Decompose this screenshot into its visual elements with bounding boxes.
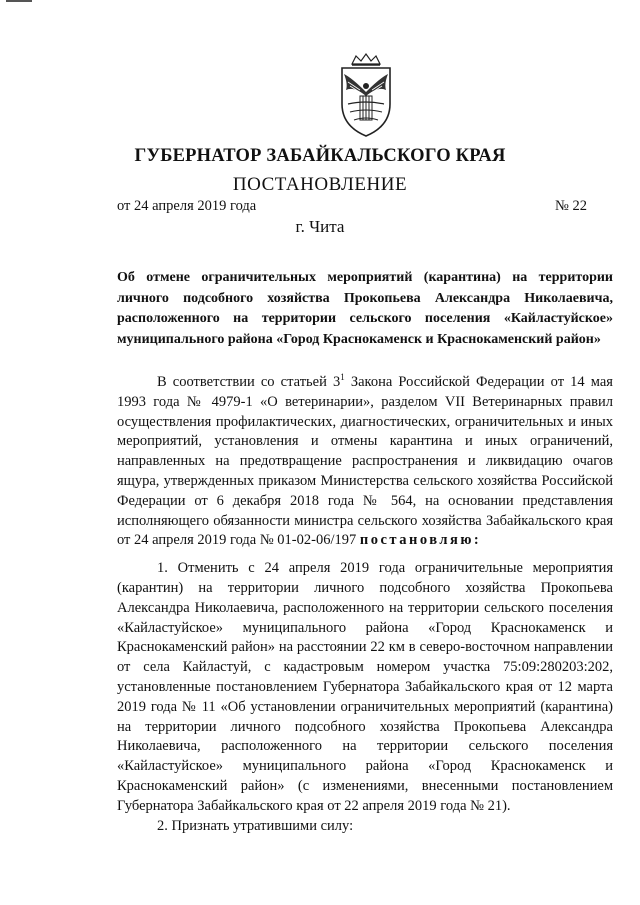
scan-mark	[6, 0, 32, 2]
decree-word: постановляю:	[359, 532, 482, 549]
preamble-start: В соответствии со статьей 3	[157, 374, 341, 390]
coat-of-arms-emblem	[330, 52, 402, 138]
document-body	[117, 373, 613, 836]
document-number: № 22	[555, 198, 587, 214]
list-item: 2. Признать утратившими силу:	[157, 817, 354, 834]
document-date: от 24 апреля 2019 года	[117, 198, 257, 214]
issuing-authority: ГУБЕРНАТОР ЗАБАЙКАЛЬСКОГО КРАЯ	[134, 146, 506, 166]
preamble-superscript: 1	[340, 372, 345, 383]
document-type: ПОСТАНОВЛЕНИЕ	[232, 174, 408, 195]
preamble-text: Закона Российской Федерации от 14 мая 1993 года № 4979-1 «О ветеринарии», разделом VII Ветеринарных правил осуществления профилактических, диагностических, ограничительных и иных мероприятий, установления и отмены карантина и иных ограничений, направленных на предотвращение распространения и ликвидацию очагов ящура, утвержденных приказом Министерства сельского хозяйства Российской Федерации от 6 декабря 2018 года № 564, на основании представления исполняющего обязанности министра сельского хозяйства Забайкальского края от 24 апреля 2019 года № 01-02-06/197	[117, 374, 613, 549]
preamble-paragraph	[117, 373, 613, 551]
list-item: 1. Отменить с 24 апреля 2019 года ограничительные мероприятия (карантин) на территории личного подсобного хозяйства Прокопьева Александра Николаевича, расположенного на территории сельского поселения «Кайластуйское» муниципального района «Город Краснокаменск и Краснокаменский район» на расстоянии 22 км в северо-восточном направлении от села Кайластуй, с кадастровым номером участка 75:09:280203:202, установленные постановлением Губернатора Забайкальского края от 12 марта 2019 года № 11 «Об установлении ограничительных мероприятий (карантина) на территории личного подсобного хозяйства Прокопьева Александра Николаевича, расположенного на территории сельского поселения «Кайластуйское» муниципального района «Город Краснокаменск и Краснокаменский район» (с изменениями, внесенными постановлением Губернатора Забайкальского края от 22 апреля 2019 года № 21).	[117, 560, 613, 814]
document-title: Об отмене ограничительных мероприятий (карантина) на территории личного подсобного хозяйства Прокопьева Александра Николаевича, расположенного на территории сельского поселения «Кайластуйское» муниципального района «Город Краснокаменск и Краснокаменский район»	[117, 270, 613, 347]
document-city: г. Чита	[295, 217, 345, 236]
